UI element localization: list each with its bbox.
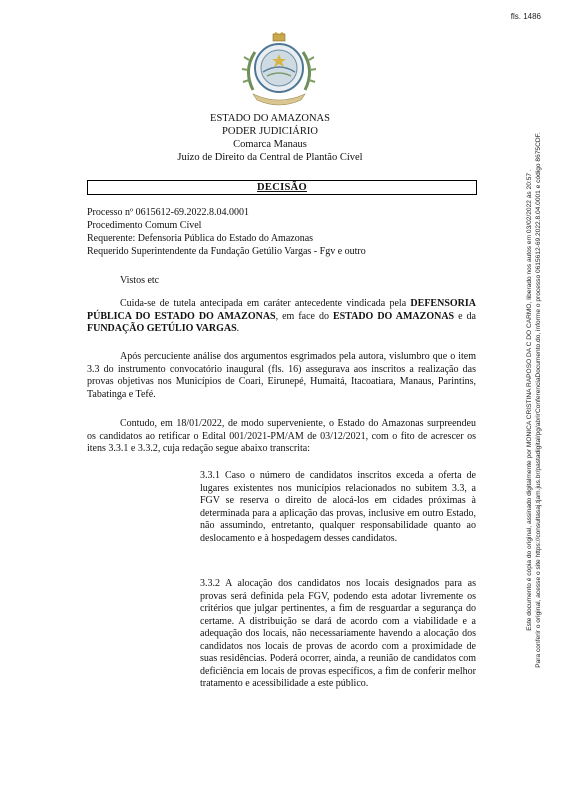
coat-of-arms-emblem [235, 32, 323, 108]
heading-district: Comarca Manaus [233, 139, 307, 150]
paragraph-2: Após percuciente análise dos argumentos esgrimados pela autora, vislumbro que o item 3.3 do instrumento convocatório inaugural (fls. 16) assegurava aos inscritos a realização das provas objetivas nos Municípios de Coari, Eirunepé, Humaitá, Itacoatiara, Manaus, Parintins, Tabatinga e Tefé. [87, 351, 476, 400]
process-plaintiff: Requerente: Defensoria Pública do Estado do Amazonas [87, 233, 314, 244]
process-defendant: Requerido Superintendente da Fundação Getúlio Vargas - Fgv e outro [87, 246, 366, 257]
p1-foundation-name: FUNDAÇÃO GETÚLIO VARGAS [87, 323, 237, 334]
process-procedure: Procedimento Comum Cível [87, 220, 202, 231]
p1-state-name: ESTADO DO AMAZONAS [332, 310, 455, 322]
p1-text-g: . [236, 323, 240, 334]
signature-line-2: Para conferir o original, acesse o site https://consultasaj.tjam.jus.br/pastadigital/pg/abrirConferenciaDocumento.do, informe o processo 0615612-69.2022.8.04.0001 e código 8675CDF. [535, 132, 542, 668]
heading-court: Juízo de Direito da Central de Plantão Cível [177, 152, 363, 163]
p1-text-c: , em face do [275, 310, 333, 322]
page-folio: fls. 1486 [510, 12, 541, 21]
signature-line-1: Este documento é cópia do original, assinado digitalmente por MONICA CRISTINA RAPOSO DA C DO CARMO, liberado nos autos em 03/02/2022 às 20:57 . [526, 169, 533, 631]
court-heading [60, 112, 480, 164]
p1-text-e: e da [454, 310, 476, 322]
process-number: Processo nº 0615612-69.2022.8.04.0001 [87, 207, 249, 218]
heading-state: ESTADO DO AMAZONAS [210, 113, 330, 124]
decision-title-box [87, 180, 477, 195]
paragraph-3: Contudo, em 18/01/2022, de modo superveniente, o Estado do Amazonas surpreendeu os candidatos ao retificar o Edital 001/2021-PM/AM de 03/12/2021, com o fito de acrescer os itens 3.3.1 e 3.3.2, cuja redação segue abaixo transcrita: [87, 418, 476, 454]
quote-item-3-3-2: 3.3.2 A alocação dos candidatos nos locais designados para as provas será definida pela FGV, podendo esta adotar livremente os critérios que julgar pertinentes, a fim de resguardar a segurança do certame. A distribuição se dará de acordo com a viabilidade e a adequação dos locais, não necessariamente havendo a alocação dos candidatos nos locais de provas de acordo com a proximidade de suas residências. Poderá ocorrer, ainda, a reunião de candidatos com deficiência em locais de provas específicos, a fim de conferir melhor tratamento e acessibilidade a este público. [200, 578, 476, 689]
heading-power: PODER JUDICIÁRIO [222, 126, 318, 137]
paragraph-1 [87, 298, 476, 336]
p1-text-a: Cuida-se de tutela antecipada em caráter antecedente vindicada pela [120, 298, 411, 309]
quote-item-3-3-1: 3.3.1 Caso o número de candidatos inscritos exceda a oferta de lugares existentes nos municípios relacionados no subitem 3.3, a FGV se reserva o direito de alocá-los em cidades próximas à determinada para a aplicação das provas, inclusive em outro Estado, não assumindo, entretanto, qualquer responsabilidade quanto ao deslocamento e à hospedagem desses candidatos. [200, 470, 476, 544]
decision-title: DECISÃO [257, 182, 307, 193]
process-info [87, 206, 487, 258]
p1-plaintiff-name: DEFENSORIA PÚBLICA DO ESTADO DO AMAZONAS [87, 298, 476, 322]
vistos-line: Vistos etc [120, 275, 160, 286]
